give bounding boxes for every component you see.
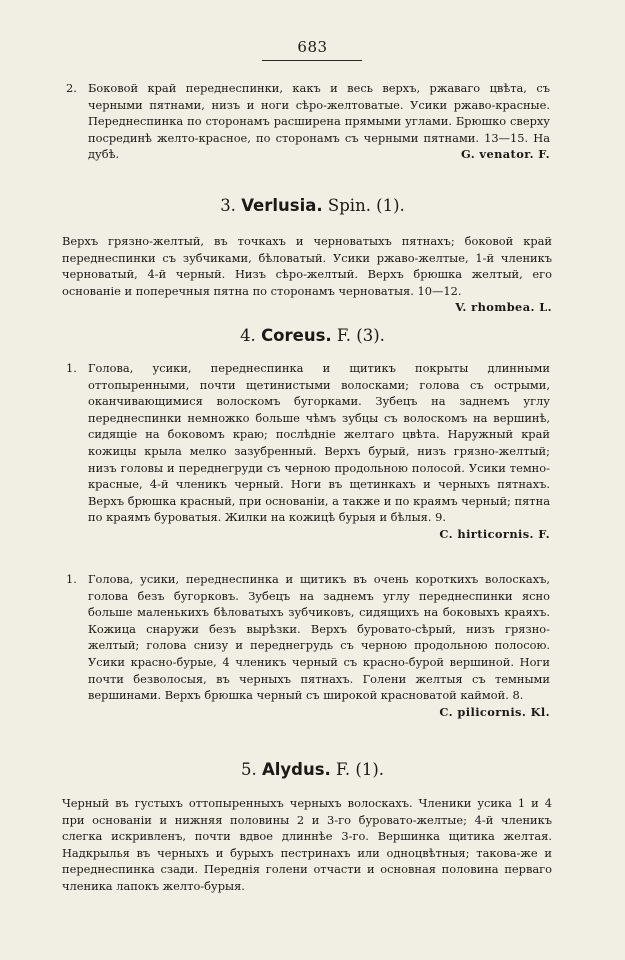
genus-name: Alydus. (261, 760, 331, 779)
entry-text: Боковой край переднеспинки, какъ и весь верхъ, ржаваго цвѣта, съ черными пятнами, низъ и ноги сѣро-желтоватые. Усики ржаво-красные. Переднеспинка по сторонамъ расширена прямыми углами. Брюшко сверху посрединѣ желто-красное, по сторонамъ съ черными пятнами. 13—15. На дубѣ. G. venator. F. (88, 81, 550, 162)
genus-author: Spin. (1). (327, 196, 405, 215)
genus-description-alydus: Черный въ густыхъ оттопыренныхъ черныхъ волоскахъ. Членики усика 1 и 4 при основаніи и нижняя половины 2 и 3-го буровато-желтые; 4-й членикъ слегка искривленъ, почти вдвое длиннѣе 3-го. Вершинка щитика желтая. Надкрылья въ черныхъ и бурыхъ пестринахъ или одноцвѣтныя; такова-же и переднеспинка сзади. Переднія голени отчасти и основная половина перваго членика лапокъ желто-бурыя. (62, 796, 552, 893)
species-name: C. hirticornis. F. (439, 526, 550, 541)
key-entry-1 (68, 360, 550, 543)
genus-description-verlusia: Верхъ грязно-желтый, въ точкахъ и черноватыхъ пятнахъ; боковой край переднеспинки съ зубчиками, бѣловатый. Усики ржаво-желтые, 1-й членикъ черноватый, 4-й черный. Низъ сѣро-желтый. Верхъ брюшка желтый, его основаніе и поперечныя пятна по сторонамъ черноватыя. 10—12. V. rhombea. L. (62, 234, 552, 315)
page-number: 683 (297, 38, 328, 56)
intro-entry (68, 80, 550, 163)
entry-number: 1. (66, 361, 77, 375)
genus-author: F. (3). (336, 326, 385, 345)
genus-author: F. (1). (336, 760, 385, 779)
genus-heading-alydus (0, 760, 625, 779)
genus-heading-verlusia (0, 196, 625, 215)
section-number: 4. (240, 326, 256, 345)
entry-text: Голова, усики, переднеспинка и щитикъ въ очень короткихъ волоскахъ, голова безъ бугорковъ. Зубецъ на заднемъ углу переднеспинки ясно больше маленькихъ бѣловатыхъ зубчиковъ, сидящихъ на боковыхъ краяхъ. Кожица снаружи безъ вырѣзки. Верхъ буровато-сѣрый, низъ грязно-желтый; голова снизу и переднегрудь съ черною продольною полосою. Усики красно-бурые, 4 членикъ черный съ красно-бурой вершиной. Ноги почти безволосыя, въ черныхъ пятнахъ. Голени желтыя съ темными вершинами. Верхъ брюшка черный съ широкой красноватой каймой. 8. (88, 572, 550, 703)
species-name: G. venator. F. (460, 147, 550, 162)
section-number: 5. (240, 760, 257, 779)
genus-name: Coreus. (261, 326, 332, 345)
header-rule (262, 60, 362, 61)
section-number: 3. (220, 196, 236, 215)
entry-text: Голова, усики, переднеспинка и щитикъ покрыты длинными оттопыренными, почти щетинистыми волосками; голова съ острыми, оканчивающимися волоскомъ бугорками. Зубецъ на заднемъ углу переднеспинки немножко больше чѣмъ зубцы съ волоскомъ на вершинѣ, сидящіе на боковомъ краю; послѣдніе желтаго цвѣта. Наружный край кожицы крыла мелко зазубренный. Верхъ бурый, низъ грязно-желтый; низъ головы и переднегруди съ черною продольною полосой. Усики темно-красные, 4-й членикъ черный. Ноги въ щетинкахъ и черныхъ пятнахъ. Верхъ брюшка красный, при основаніи, а также и по краямъ черный; пятна по краямъ буроватыя. Жилки на кожицѣ бурыя и бѣлыя. 9. (88, 361, 550, 525)
genus-heading-coreus (0, 326, 625, 345)
entry-number: 2. (66, 81, 77, 95)
key-entry-2 (68, 571, 550, 720)
entry-number: 1. (66, 572, 77, 586)
genus-name: Verlusia. (241, 196, 323, 215)
species-name: C. pilicornis. Kl. (439, 704, 550, 719)
species-name: V. rhombea. L. (455, 300, 552, 315)
